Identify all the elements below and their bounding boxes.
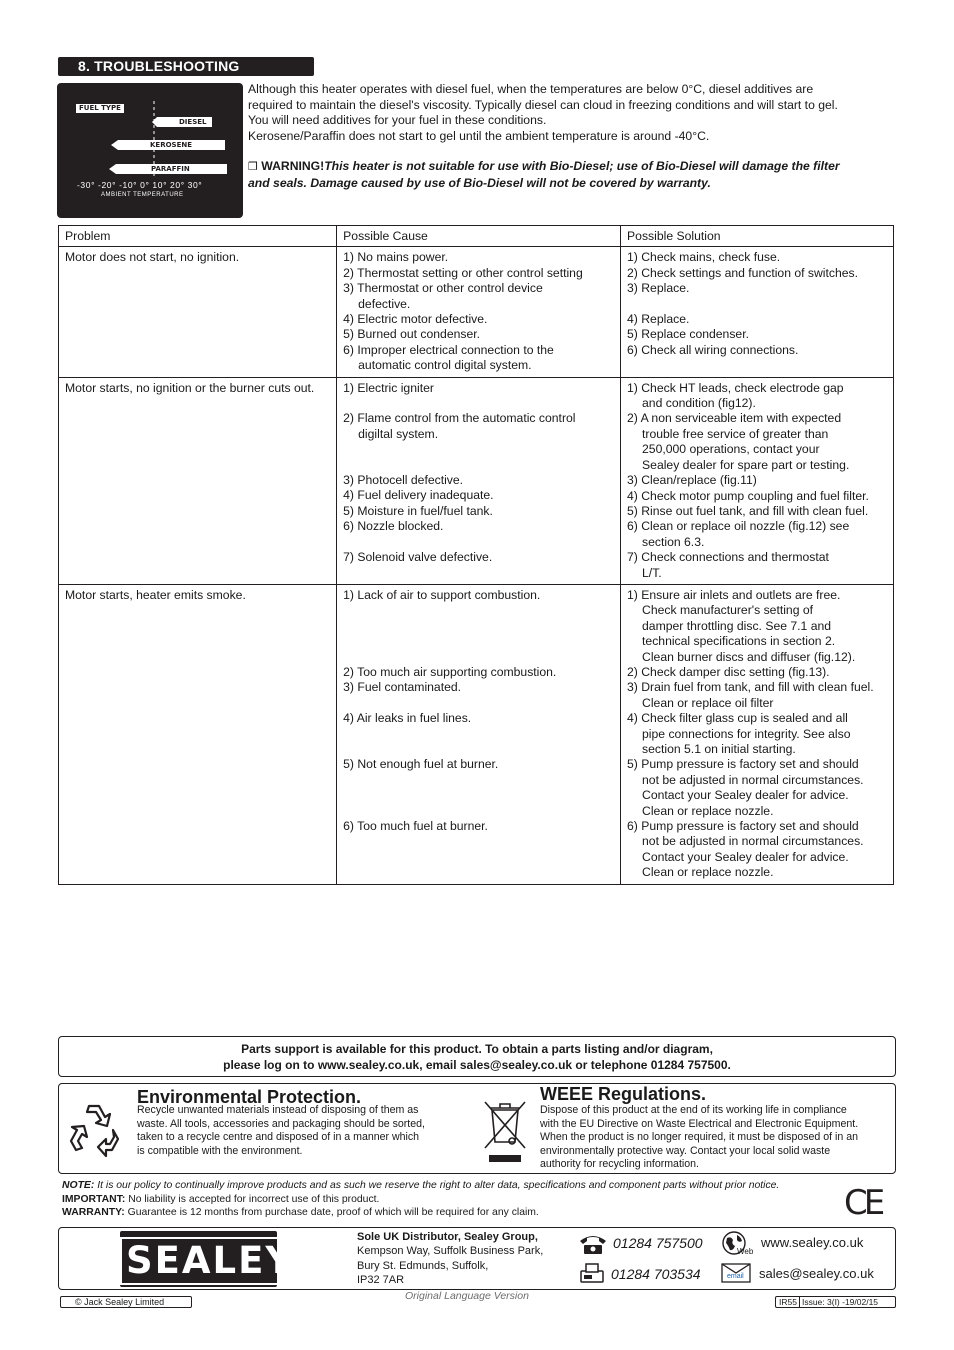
cell-line: Sealey dealer for spare part or testing.: [642, 457, 850, 472]
cell-line: 5) Not enough fuel at burner.: [343, 757, 499, 772]
weee-crossed-bin-icon: [482, 1098, 528, 1164]
note-label: NOTE:: [62, 1180, 95, 1191]
environmental-protection-text: [137, 1104, 457, 1158]
cell-line: Clean or replace oil filter: [642, 695, 774, 710]
model-code: IR55: [779, 1297, 797, 1307]
fuel-type-label: FUEL TYPE: [76, 104, 124, 113]
intro-line: Although this heater operates with diesel fuel, when the temperatures are below 0°C, diesel additives are: [248, 82, 814, 96]
cell-line: [343, 458, 614, 473]
cell-line: 2) Too much air supporting combustion.: [343, 664, 557, 679]
cell-line: 1) Check mains, check fuse.: [627, 250, 781, 265]
address-line: Bury St. Edmunds, Suffolk,: [357, 1259, 489, 1272]
cell-line: 4) Electric motor defective.: [343, 312, 488, 327]
cell-line: 7) Check connections and thermostat: [627, 550, 829, 565]
cell-line: 4) Check motor pump coupling and fuel filter.: [627, 488, 869, 503]
warranty-text: Guarantee is 12 months from purchase date, proof of which will be required for any claim.: [127, 1207, 539, 1218]
cell-line: 6) Check all wiring connections.: [627, 342, 799, 357]
cell-line: defective.: [358, 296, 411, 311]
diesel-label: DIESEL: [179, 118, 207, 126]
cell-line: Clean burner discs and diffuser (fig.12).: [642, 649, 856, 664]
cell-line: digiltal system.: [358, 426, 439, 441]
parts-support-box: [58, 1036, 896, 1077]
note-text: It is our policy to continually improve products and as such we reserve the right to alter data, specifications and component parts without prior notice.: [97, 1180, 780, 1191]
cell-line: 3) Drain fuel from tank, and fill with clean fuel.: [627, 680, 874, 695]
cell-line: Check manufacturer's setting of: [642, 603, 814, 618]
cell-line: 6) Pump pressure is factory set and should: [627, 819, 859, 834]
warning-label: WARNING!: [261, 159, 325, 173]
cell-line: 5) Moisture in fuel/fuel tank.: [343, 503, 493, 518]
table-row: [59, 584, 894, 884]
weee-line: with the EU Directive on Waste Electrical and Electronic Equipment.: [540, 1117, 859, 1130]
cell-line: [343, 634, 614, 649]
weee-line: environmentally protective way. Contact your local solid waste: [540, 1144, 831, 1157]
cause-cell: [337, 584, 621, 884]
cell-line: not be adjusted in normal circumstances.: [642, 772, 864, 787]
environmental-protection-title: Environmental Protection.: [137, 1087, 362, 1107]
issue-number: Issue: 3(I) -19/02/15: [801, 1297, 879, 1307]
cell-line: 3) Clean/replace (fig.11): [627, 473, 757, 488]
cell-line: [343, 803, 614, 818]
web-icon-label: Web: [737, 1247, 754, 1256]
cell-line: L/T.: [642, 565, 662, 580]
cell-line: [343, 603, 614, 618]
fax-icon: [578, 1262, 606, 1284]
table-row: [59, 247, 894, 377]
important-label: IMPORTANT:: [62, 1193, 126, 1205]
cell-line: pipe connections for integrity. See also: [642, 726, 851, 741]
solution-cell: [621, 247, 894, 377]
cell-line: not be adjusted in normal circumstances.: [642, 834, 864, 849]
address-line: Kempson Way, Suffolk Business Park,: [357, 1245, 544, 1258]
cell-line: section 6.3.: [642, 534, 705, 549]
warranty-label: WARRANTY:: [62, 1207, 125, 1218]
temperature-scale-caption: AMBIENT TEMPERATURE: [101, 192, 184, 198]
email-icon-label: email: [727, 1273, 744, 1280]
cell-line: section 5.1 on initial starting.: [642, 742, 796, 756]
cell-line: 4) Air leaks in fuel lines.: [343, 711, 472, 726]
weee-line: authority for recycling information.: [540, 1158, 699, 1171]
cell-line: 2) A non serviceable item with expected: [627, 411, 842, 426]
ce-mark-icon: CE: [844, 1183, 882, 1223]
problem-cell: Motor starts, no ignition or the burner cuts out.: [59, 377, 337, 584]
cell-line: Clean or replace nozzle.: [642, 803, 774, 818]
cell-line: 4) Check filter glass cup is sealed and all: [627, 711, 848, 726]
env-line: is compatible with the environment.: [137, 1144, 303, 1157]
important-text: No liability is accepted for incorrect use of this product.: [128, 1193, 380, 1205]
website-link[interactable]: www.sealey.co.uk: [761, 1235, 864, 1250]
cell-line: 4) Replace.: [627, 312, 690, 327]
warning-body: This heater is not suitable for use with Bio-Diesel; use of Bio-Diesel will damage the filter: [324, 159, 840, 173]
cell-line: 5) Pump pressure is factory set and should: [627, 757, 859, 772]
cell-line: 7) Solenoid valve defective.: [343, 550, 493, 565]
cell-line: [343, 788, 614, 803]
env-line: taken to a recycle centre and disposed of in a manner which: [137, 1131, 420, 1144]
cell-line: [343, 619, 614, 634]
cell-line: 4) Fuel delivery inadequate.: [343, 488, 494, 503]
cell-line: 1) Lack of air to support combustion.: [343, 587, 541, 602]
intro-line: required to maintain the diesel's viscosity. Typically diesel can cloud in freezing conditions and will start to gel.: [248, 97, 838, 112]
phone-number: 01284 757500: [613, 1235, 703, 1251]
cell-line: [343, 742, 614, 757]
cell-line: damper throttling disc. See 7.1 and: [642, 618, 832, 633]
problem-cell: Motor does not start, no ignition.: [59, 247, 337, 377]
address-line: IP32 7AR: [357, 1274, 405, 1287]
weee-line: When the product is no longer required, it must be disposed of in an: [540, 1131, 858, 1144]
distributor-name: Sole UK Distributor, Sealey Group,: [357, 1231, 538, 1243]
cell-line: [343, 696, 614, 711]
cell-line: 5) Replace condenser.: [627, 327, 749, 342]
issue-info: [775, 1296, 896, 1308]
fax-number: 01284 703534: [611, 1266, 701, 1282]
telephone-icon: [578, 1233, 608, 1255]
sealey-logo: [120, 1231, 295, 1287]
cell-line: Clean or replace nozzle.: [642, 865, 774, 880]
cell-line: 2) Check settings and function of switches.: [627, 265, 859, 280]
cell-line: [343, 650, 614, 665]
cell-line: 1) Ensure air inlets and outlets are free.: [627, 587, 841, 602]
intro-line: Kerosene/Paraffin does not start to gel until the ambient temperature is around -40°C.: [248, 128, 710, 143]
temperature-scale: -30° -20° -10° 0° 10° 20° 30°: [77, 180, 203, 190]
cell-line: 6) Too much fuel at burner.: [343, 818, 488, 833]
cell-line: 1) Check HT leads, check electrode gap: [627, 380, 844, 395]
cell-line: 2) Flame control from the automatic control: [343, 411, 576, 426]
cell-line: Contact your Sealey dealer for advice.: [642, 788, 849, 803]
cell-line: 1) No mains power.: [343, 250, 449, 265]
cell-line: 3) Photocell defective.: [343, 473, 464, 488]
cell-line: trouble free service of greater than: [642, 426, 829, 441]
column-header-problem: Problem: [59, 226, 337, 247]
cell-line: 250,000 operations, contact your: [642, 442, 820, 457]
cell-line: automatic control digital system.: [358, 358, 532, 373]
cell-line: [343, 773, 614, 788]
solution-cell: [621, 377, 894, 584]
table-header-row: [59, 226, 894, 247]
intro-text: [248, 82, 888, 144]
cell-line: 3) Fuel contaminated.: [343, 680, 462, 695]
section-title: 8. TROUBLESHOOTING: [58, 57, 314, 76]
cell-line: 3) Thermostat or other control device: [343, 281, 543, 296]
cell-line: technical specifications in section 2.: [642, 634, 836, 649]
problem-cell: Motor starts, heater emits smoke.: [59, 584, 337, 884]
cause-cell: [337, 247, 621, 377]
cell-line: 6) Improper electrical connection to the: [343, 342, 554, 357]
env-line: Recycle unwanted materials instead of disposing of them as: [137, 1104, 419, 1116]
paraffin-label: PARAFFIN: [151, 165, 190, 173]
parts-support-line: Parts support is available for this product. To obtain a parts listing and/or diagram,: [241, 1042, 713, 1056]
cell-line: 2) Thermostat setting or other control setting: [343, 265, 583, 280]
cell-line: [343, 727, 614, 742]
cell-line: [343, 535, 614, 550]
column-header-solution: Possible Solution: [621, 226, 894, 247]
cell-line: 1) Electric igniter: [343, 380, 434, 395]
cell-line: 6) Nozzle blocked.: [343, 519, 444, 534]
cell-line: 6) Clean or replace oil nozzle (fig.12) see: [627, 519, 850, 534]
cell-line: 5) Rinse out fuel tank, and fill with clean fuel.: [627, 503, 869, 518]
recycle-icon: [65, 1100, 123, 1158]
cell-line: [343, 442, 614, 457]
email-link[interactable]: sales@sealey.co.uk: [759, 1266, 874, 1281]
solution-cell: [621, 584, 894, 884]
distributor-address: [357, 1230, 543, 1288]
legal-notes: [62, 1179, 862, 1220]
warning-body: and seals. Damage caused by use of Bio-Diesel will not be covered by warranty.: [248, 175, 711, 190]
cell-line: [343, 396, 614, 411]
cell-line: and condition (fig12).: [642, 396, 756, 411]
cell-line: 5) Burned out condenser.: [343, 327, 481, 342]
parts-support-line: please log on to www.sealey.co.uk, email sales@sealey.co.uk or telephone 01284 757500.: [223, 1057, 731, 1072]
cell-line: 3) Replace.: [627, 281, 690, 296]
cell-line: Contact your Sealey dealer for advice.: [642, 849, 849, 864]
intro-line: You will need additives for your fuel in these conditions.: [248, 113, 547, 127]
cell-line: [627, 297, 887, 312]
weee-title: WEEE Regulations.: [540, 1084, 707, 1104]
table-row: [59, 377, 894, 584]
fuel-type-chart: [57, 83, 243, 218]
weee-line: Dispose of this product at the end of its working life in compliance: [540, 1104, 847, 1116]
column-header-cause: Possible Cause: [337, 226, 621, 247]
weee-text: [540, 1104, 890, 1172]
kerosene-label: KEROSENE: [150, 141, 193, 149]
cause-cell: [337, 377, 621, 584]
cell-line: 2) Check damper disc setting (fig.13).: [627, 664, 830, 679]
logo-text: SEALEY: [120, 1237, 300, 1285]
warning-checkbox-icon: ❒: [248, 161, 258, 173]
original-language-note: Original Language Version: [405, 1290, 529, 1302]
troubleshooting-table: [58, 225, 894, 885]
warning-text: [248, 159, 888, 191]
env-line: waste. All tools, accessories and packaging should be sorted,: [137, 1117, 425, 1130]
copyright-notice: © Jack Sealey Limited: [60, 1296, 192, 1308]
